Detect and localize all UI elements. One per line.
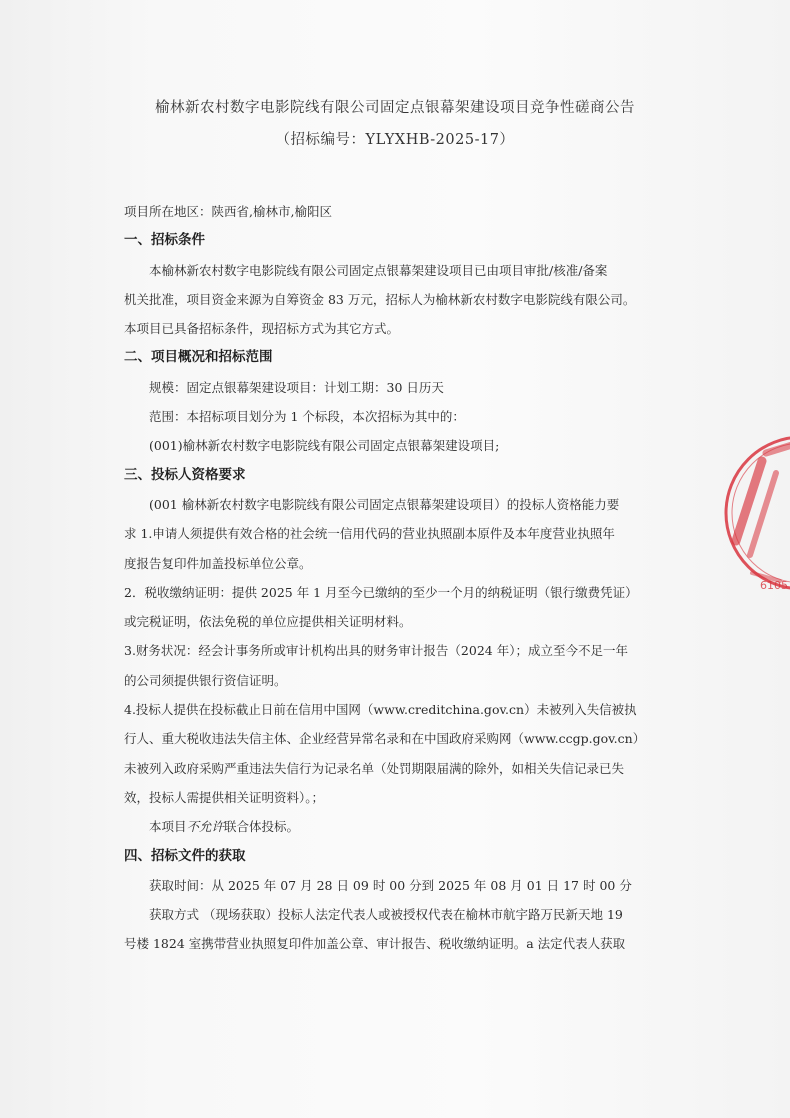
paragraph-line: 效，投标人需提供相关证明资料）。； [124, 789, 325, 805]
seal-code: 6105 [760, 579, 788, 592]
paragraph-line: (001)榆林新农村数字电影院线有限公司固定点银幕架建设项目; [149, 438, 500, 454]
body-text [124, 197, 669, 959]
paragraph-line: 3.财务状况：经会计事务所或审计机构出具的财务审计报告（2024 年）；成立至今不足一年 [124, 643, 628, 659]
section-heading-qualification: 三、投标人资格要求 [124, 466, 246, 483]
paragraph-line: 规模：固定点银幕架建设项目：计划工期：30 日历天 [149, 379, 444, 395]
paragraph-line: 号楼 1824 室携带营业执照复印件加盖公章、审计报告、税收缴纳证明。a 法定代表人获取 [124, 936, 626, 952]
paragraph-line: 求 1.申请人须提供有效合格的社会统一信用代码的营业执照副本原件及本年度营业执照年 [124, 526, 615, 542]
paragraph-line: 度报告复印件加盖投标单位公章。 [124, 555, 312, 571]
paragraph-line: 范围：本招标项目划分为 1 个标段，本次招标为其中的： [149, 409, 465, 425]
paragraph-line: 获取方式 （现场获取）投标人法定代表人或被授权代表在榆林市航宇路万民新天地 19 [149, 907, 623, 923]
tender-number: （招标编号：YLYXHB-2025-17） [275, 132, 515, 148]
paragraph-line: 4.投标人提供在投标截止日前在信用中国网（www.creditchina.gov.cn）未被列入失信被执 [124, 702, 637, 718]
paragraph-line: 本榆林新农村数字电影院线有限公司固定点银幕架建设项目已由项目审批/核准/备案 [149, 262, 608, 278]
paragraph-line: 的公司须提供银行资信证明。 [124, 672, 287, 688]
consortium-prefix: 本项目 [149, 819, 187, 835]
paragraph-line: 或完税证明，依法免税的单位应提供相关证明材料。 [124, 614, 412, 630]
project-location: 项目所在地区：陕西省,榆林市,榆阳区 [124, 204, 332, 219]
section-heading-documents: 四、招标文件的获取 [124, 847, 246, 864]
document-title: 榆林新农村数字电影院线有限公司固定点银幕架建设项目竞争性磋商公告 [155, 100, 635, 116]
section-heading-bidding-conditions: 一、招标条件 [124, 232, 205, 249]
consortium-statement [124, 812, 669, 841]
consortium-emphasis: 不允许 [186, 819, 225, 835]
paragraph-line: 行人、重大税收违法失信主体、企业经营异常名录和在中国政府采购网（www.ccgp.gov.cn） [124, 731, 646, 747]
paragraph-line: 获取时间：从 2025 年 07 月 28 日 09 时 00 分到 2025 年 08 月 01 日 17 时 00 分 [149, 877, 632, 893]
paragraph-line: 本项目已具备招标条件，现招标方式为其它方式。 [124, 321, 400, 337]
company-seal-stamp [722, 433, 790, 593]
paragraph-line: 未被列入政府采购严重违法失信行为记录名单（处罚期限届满的除外，如相关失信记录已失 [124, 760, 625, 776]
paragraph-line: 机关批准，项目资金来源为自筹资金 83 万元，招标人为榆林新农村数字电影院线有限公司。 [124, 291, 636, 307]
consortium-suffix: 联合体投标。 [224, 819, 300, 835]
section-heading-project-overview: 二、项目概况和招标范围 [124, 349, 273, 366]
paragraph-line: (001 榆林新农村数字电影院线有限公司固定点银幕架建设项目）的投标人资格能力要 [149, 496, 620, 512]
paragraph-line: 2．税收缴纳证明：提供 2025 年 1 月至今已缴纳的至少一个月的纳税证明（银行缴费凭证） [124, 584, 638, 600]
